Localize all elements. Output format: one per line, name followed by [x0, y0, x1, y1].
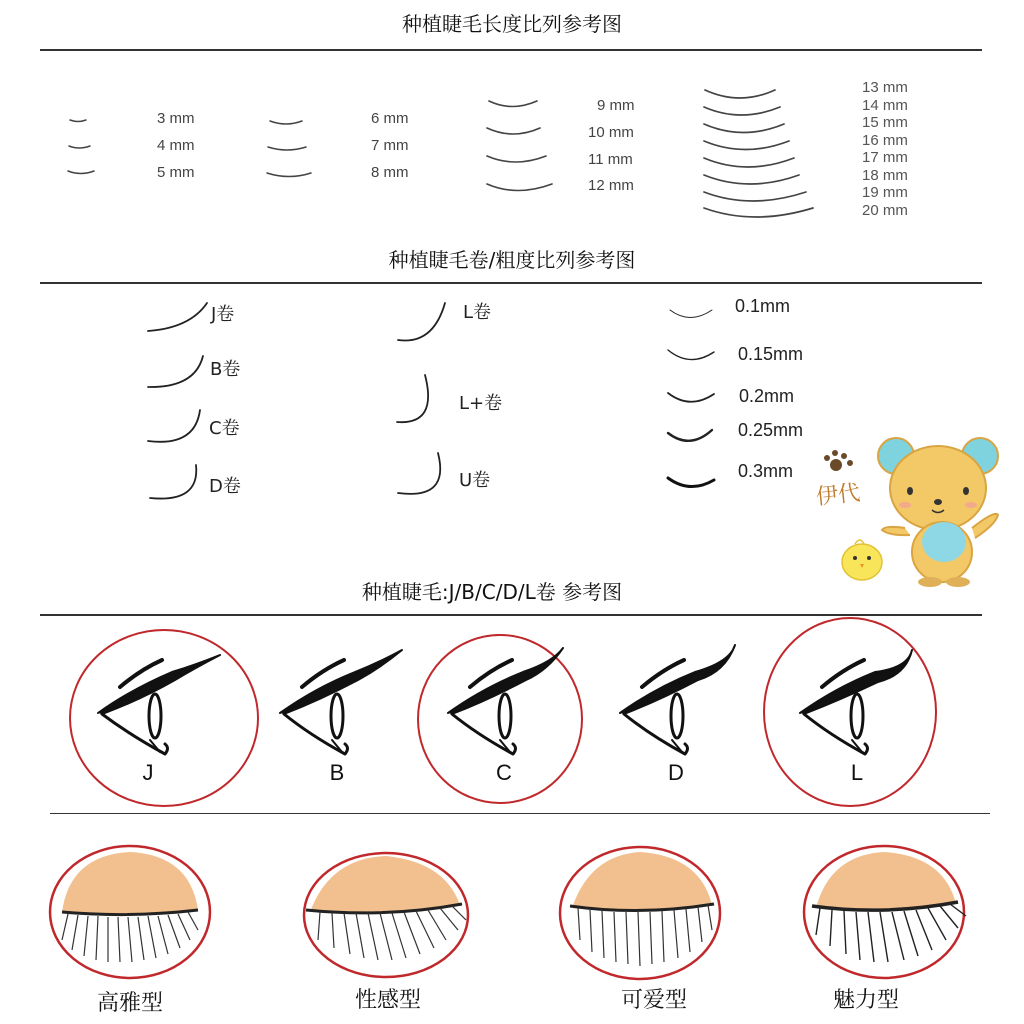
lash-6mm [270, 121, 302, 124]
thickness-label: 0.3mm [738, 461, 794, 481]
length-label: 8 mm [371, 164, 409, 181]
curl-c-lash [148, 410, 200, 442]
length-label: 7 mm [371, 137, 409, 154]
length-label: 10 mm [588, 124, 634, 141]
style-cute [560, 847, 720, 979]
lash-5mm [68, 171, 94, 174]
length-label: 13 mm [862, 79, 908, 96]
lash-12mm [487, 184, 552, 191]
lash-13mm [705, 90, 775, 98]
style-label: 魅力型 [832, 988, 899, 1013]
eye-curl-label: B [329, 760, 345, 785]
curl-section-title: 种植睫毛卷/粗度比列参考图 [388, 248, 636, 272]
thickness-01-lash [670, 310, 712, 318]
lash-11mm [487, 156, 546, 162]
lash-17mm [704, 158, 794, 167]
style-label: 性感型 [354, 988, 421, 1013]
length-label: 14 mm [862, 96, 908, 114]
thickness-label: 0.15mm [738, 344, 804, 364]
lash-15mm [704, 124, 784, 133]
length-label: 4 mm [157, 137, 195, 154]
lash-16mm [704, 141, 789, 150]
eye-j-circle [70, 630, 258, 806]
style-sexy [304, 853, 468, 977]
length-label: 15 mm [862, 114, 908, 131]
length-label: 17 mm [862, 149, 908, 166]
curl-l-lash [398, 303, 445, 341]
curl-label: U卷 [459, 470, 491, 491]
curl-label: C卷 [209, 418, 240, 439]
curl-label: B卷 [210, 359, 241, 380]
length-label: 12 mm [588, 177, 634, 194]
length-section-title: 种植睫毛长度比列参考图 [402, 12, 622, 36]
style-elegant [50, 846, 210, 978]
length-label: 19 mm [862, 184, 908, 201]
length-label: 9 mm [597, 97, 635, 114]
curl-lplus-lash [397, 375, 428, 422]
bear-mascot [824, 438, 998, 587]
eye-c-icon [448, 648, 563, 754]
curl-label: L+卷 [459, 393, 503, 414]
eye-d-icon [620, 645, 735, 754]
eye-curl-label: J [142, 760, 154, 785]
lash-20mm [704, 208, 813, 217]
lash-9mm [489, 101, 537, 107]
eye-curl-label: L [850, 760, 864, 785]
thickness-label: 0.1mm [735, 296, 791, 316]
lash-19mm [704, 192, 806, 201]
eye-l-icon [800, 650, 912, 754]
eye-j-icon [98, 655, 220, 754]
length-label: 5 mm [157, 164, 195, 181]
thickness-025-lash [668, 430, 712, 441]
length-label: 6 mm [371, 110, 409, 127]
style-label: 可爱型 [620, 988, 687, 1013]
brand-logo-text: 伊代 [815, 480, 862, 511]
thickness-label: 0.2mm [739, 386, 795, 406]
curl-label: L卷 [463, 302, 492, 323]
style-label: 高雅型 [96, 991, 163, 1016]
lash-3mm [70, 120, 86, 122]
lash-4mm [69, 146, 90, 148]
thickness-03-lash [668, 478, 714, 487]
shape-section-title: 种植睫毛:J/B/C/D/L卷 参考图 [361, 580, 623, 604]
length-label: 16 mm [862, 131, 908, 149]
eye-curl-label: C [496, 760, 512, 785]
length-label: 18 mm [862, 166, 908, 184]
thickness-02-lash [668, 393, 714, 402]
curl-d-lash [150, 465, 196, 499]
thickness-015-lash [668, 350, 714, 360]
length-label: 3 mm [157, 110, 195, 127]
lash-18mm [704, 175, 799, 184]
curl-b-lash [148, 356, 203, 387]
thickness-label: 0.25mm [738, 420, 804, 440]
eye-b-icon [280, 650, 402, 754]
lash-14mm [704, 107, 780, 115]
lash-8mm [267, 173, 311, 177]
curl-label: J卷 [211, 304, 235, 325]
length-label: 11 mm [588, 151, 633, 168]
curl-j-lash [148, 303, 207, 331]
lash-7mm [268, 147, 306, 150]
style-charming [804, 846, 966, 978]
curl-label: D卷 [209, 476, 241, 497]
lash-10mm [487, 128, 540, 134]
curl-u-lash [398, 453, 440, 494]
length-label: 20 mm [862, 201, 908, 219]
eye-curl-label: D [668, 760, 684, 785]
